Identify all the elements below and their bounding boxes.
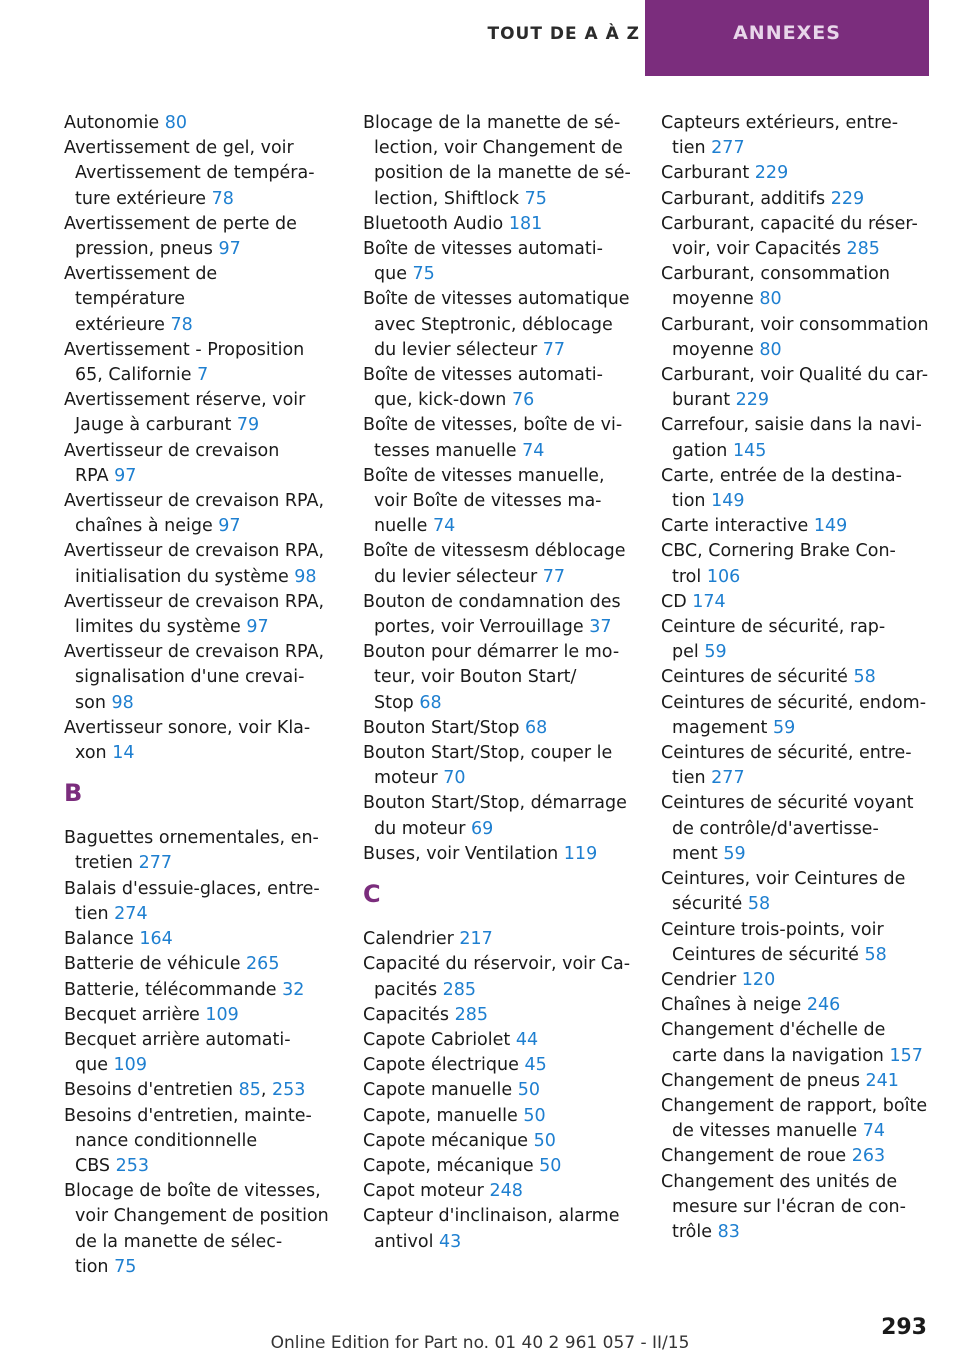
page-link[interactable]: 85 (238, 1080, 261, 1101)
index-entry (64, 716, 332, 766)
page-link[interactable]: 98 (294, 566, 317, 587)
page-link[interactable]: 277 (711, 768, 745, 789)
entry-term: Capote manuelle (363, 1080, 513, 1101)
entry-term: Autonomie (64, 113, 160, 133)
index-entry (661, 1094, 931, 1144)
index-entry (661, 590, 931, 615)
index-entry (363, 927, 631, 952)
index-entry (661, 363, 931, 413)
index-entry (661, 313, 931, 363)
index-column-3 (661, 111, 931, 1245)
index-entry (363, 1078, 631, 1103)
entry-term: Boîte de vitesses manuelle, voir Boîte de vitesses ma- nuelle (363, 465, 605, 537)
entry-term: CBC, Cornering Brake Con- trol (661, 541, 896, 587)
entry-term: Avertissement - Proposition 65, Californie (64, 339, 305, 386)
entry-term: Avertisseur de crevaison RPA, chaînes à neige (64, 491, 325, 537)
page-link[interactable]: 164 (139, 929, 173, 950)
entry-term: Carburant, consommation moyenne (661, 264, 890, 310)
page-link[interactable]: 50 (539, 1155, 562, 1176)
index-entry (661, 918, 931, 968)
page-link[interactable]: 253 (272, 1080, 306, 1101)
page-link[interactable]: 229 (830, 188, 865, 209)
entry-term: Bouton Start/Stop (363, 717, 520, 738)
index-entry (661, 968, 931, 993)
entry-term: Ceintures de sécurité, entre- tien (661, 743, 912, 789)
index-entry (64, 489, 332, 539)
entry-term: Carburant, additifs (661, 188, 826, 209)
entry-term: Capote Cabriolet (363, 1029, 511, 1050)
page-link[interactable]: 263 (851, 1146, 886, 1167)
page-number: 293 (881, 1315, 927, 1340)
page-link[interactable]: 75 (524, 188, 547, 209)
page-link[interactable]: 69 (471, 818, 494, 839)
entry-term: Capteurs extérieurs, entre- tien (661, 113, 899, 159)
entry-term: Boîte de vitesses automatique avec Steptronic, déblocage du levier sélecteur (363, 289, 630, 360)
entry-term: Carte interactive (661, 516, 809, 537)
entry-term: Cendrier (661, 969, 737, 990)
entry-term: Bouton de condamnation des portes, voir Verrouillage (363, 591, 621, 638)
section-title: TOUT DE A À Z (487, 24, 640, 44)
index-entry: Besoins d'entretien 85, 253 (64, 1080, 306, 1101)
entry-term: Bouton pour démarrer le mo- teur, voir Bouton Start/ Stop (363, 642, 620, 713)
entry-term: Carburant, voir consommation moyenne (661, 314, 929, 360)
page-link[interactable]: 277 (711, 138, 745, 159)
index-entry (363, 842, 631, 867)
entry-term: Buses, voir Ventilation (363, 843, 559, 864)
entry-term: Ceinture trois-points, voir Ceintures de sécurité (661, 919, 884, 965)
entry-term: Capteur d'inclinaison, alarme antivol (363, 1206, 620, 1252)
entry-term: Balance (64, 929, 134, 950)
page-link[interactable]: 174 (692, 591, 726, 612)
page-link[interactable]: 77 (542, 566, 566, 587)
entry-term: Carrefour, saisie dans la navi- gation (661, 415, 922, 461)
page-link[interactable]: 59 (723, 843, 746, 864)
page-link[interactable]: 58 (864, 944, 887, 965)
entry-term: Baguettes ornementales, en- tretien (64, 828, 319, 874)
index-entry (363, 212, 631, 237)
index-entry (64, 136, 332, 212)
index-entry (363, 464, 631, 540)
page-link[interactable]: 246 (806, 995, 841, 1016)
entry-term: Ceintures de sécurité voyant de contrôle/d'avertisse- ment (661, 793, 914, 864)
entry-term: CD (661, 591, 687, 612)
index-entry (661, 615, 931, 665)
entry-term: Changement d'échelle de carte dans la navigation (661, 1020, 886, 1066)
page-link[interactable]: 277 (138, 853, 173, 874)
index-entry (661, 262, 931, 312)
index-entry (363, 791, 631, 841)
index-entry (363, 1204, 631, 1254)
entry-term: Carburant (661, 163, 750, 184)
index-entry (64, 877, 332, 927)
page-link[interactable]: 75 (412, 264, 435, 285)
page-link[interactable]: 83 (717, 1221, 740, 1242)
page-link[interactable]: 80 (759, 289, 782, 310)
index-entry (64, 1179, 332, 1280)
index-entry (363, 363, 631, 413)
entry-term: Batterie, télécommande (64, 979, 277, 1000)
page-link[interactable]: 149 (813, 516, 848, 537)
page-link[interactable]: 157 (889, 1045, 923, 1066)
index-entry (661, 1170, 931, 1246)
index-entry (363, 640, 631, 716)
page-link[interactable]: 50 (523, 1105, 546, 1126)
page-link[interactable]: 109 (113, 1055, 147, 1076)
page-link[interactable]: 285 (454, 1004, 488, 1025)
index-entry (661, 514, 931, 539)
index-entry (363, 1028, 631, 1053)
index-entry (661, 187, 931, 212)
page-link[interactable]: 106 (706, 566, 741, 587)
index-entry (64, 590, 332, 640)
entry-term: Avertisseur de crevaison RPA, limites du système (64, 591, 325, 638)
index-entry (64, 927, 332, 952)
index-entry (661, 791, 931, 867)
index-entry (661, 161, 931, 186)
page-link[interactable]: 58 (853, 667, 876, 688)
page-link[interactable]: 77 (542, 339, 566, 360)
page-link[interactable]: 120 (741, 969, 776, 990)
page-link[interactable]: 75 (114, 1256, 137, 1277)
index-entry (64, 439, 332, 489)
index-entry (64, 539, 332, 589)
index-entry (661, 464, 931, 514)
entry-term: Boîte de vitessesm déblocage du levier sélecteur (363, 541, 626, 587)
entry-term: Batterie de véhicule (64, 954, 241, 975)
page-link[interactable]: 229 (754, 163, 789, 184)
index-entry (661, 1069, 931, 1094)
page-link[interactable]: 97 (246, 617, 269, 638)
index-entry (363, 539, 631, 589)
page-link[interactable]: 181 (508, 213, 543, 234)
entry-term: Besoins d'entretien (64, 1080, 234, 1101)
entry-term: Bouton Start/Stop, démarrage du moteur (363, 793, 627, 839)
entry-term: Chaînes à neige (661, 995, 802, 1016)
page-link[interactable]: 74 (862, 1121, 886, 1142)
entry-term: Carte, entrée de la destina- tion (661, 465, 902, 512)
index-entry (363, 287, 631, 363)
index-entry (363, 413, 631, 463)
page-link[interactable]: 44 (515, 1029, 539, 1050)
index-entry (661, 413, 931, 463)
index-entry (64, 826, 332, 876)
index-column-2 (363, 111, 631, 1255)
index-entry (64, 640, 332, 716)
index-entry (64, 1003, 332, 1028)
page-link[interactable]: 217 (459, 929, 493, 950)
page-link[interactable]: 265 (246, 954, 280, 975)
index-entry (363, 1129, 631, 1154)
entry-term: Ceintures de sécurité, endom- magement (661, 692, 927, 738)
page-link[interactable]: 80 (759, 339, 782, 360)
index-entry (363, 741, 631, 791)
page-link[interactable]: 80 (164, 113, 187, 133)
page-link[interactable]: 97 (114, 465, 137, 486)
page-link[interactable]: 76 (511, 390, 535, 411)
page-link[interactable]: 145 (732, 440, 767, 461)
page-link[interactable]: 253 (115, 1155, 150, 1176)
entry-term: Boîte de vitesses automati- que, kick-down (363, 365, 603, 411)
entry-term: Avertissement de température extérieure (64, 264, 218, 335)
entry-term: Avertissement de perte de pression, pneus (64, 213, 297, 260)
chapter-tab[interactable] (645, 0, 929, 76)
entry-term: Ceintures de sécurité (661, 667, 848, 688)
page-link[interactable]: 241 (865, 1070, 899, 1091)
index-entry (363, 1104, 631, 1129)
index-entry (64, 212, 332, 262)
page-link[interactable]: 58 (747, 894, 771, 915)
entry-term: Calendrier (363, 929, 454, 950)
entry-term: Becquet arrière automati- que (64, 1029, 291, 1076)
index-entry (661, 1144, 931, 1169)
index-entry (661, 691, 931, 741)
index-entry (661, 741, 931, 791)
entry-term: Avertissement de gel, voir Avertissement de tempéra- ture extérieure (64, 138, 315, 209)
entry-term: Avertisseur de crevaison RPA, initialisation du système (64, 541, 325, 587)
entry-term: Capote, mécanique (363, 1155, 534, 1176)
page-link[interactable]: 50 (533, 1130, 556, 1151)
index-entry (363, 1179, 631, 1204)
page-link[interactable]: 285 (442, 979, 477, 1000)
entry-term: Avertissement réserve, voir Jauge à carburant (64, 390, 306, 436)
page-link[interactable]: 274 (114, 903, 148, 924)
page-link[interactable]: 248 (489, 1181, 523, 1202)
page-link[interactable]: 149 (711, 491, 745, 512)
entry-term: Ceinture de sécurité, rap- pel (661, 617, 886, 663)
page-link[interactable]: 229 (735, 390, 770, 411)
index-entry (661, 111, 931, 161)
page-link[interactable]: 43 (439, 1231, 462, 1252)
index-letter-heading: C (363, 880, 381, 909)
entry-term: Capacités (363, 1004, 450, 1025)
index-entry (64, 338, 332, 388)
index-entry (661, 1018, 931, 1068)
entry-term: Capote, manuelle (363, 1105, 518, 1126)
index-entry (661, 665, 931, 690)
entry-term: Changement de roue (661, 1146, 847, 1167)
entry-term: Capacité du réservoir, voir Ca- pacités (363, 954, 631, 1000)
index-entry (64, 952, 332, 977)
page-link[interactable]: 50 (517, 1080, 541, 1101)
page-link[interactable]: 119 (563, 843, 598, 864)
index-entry (64, 978, 332, 1003)
entry-term: Boîte de vitesses automati- que (363, 239, 603, 285)
entry-term: Carburant, voir Qualité du car- burant (661, 365, 929, 411)
page-link[interactable]: 14 (112, 743, 135, 764)
entry-term: Bouton Start/Stop, couper le moteur (363, 743, 613, 789)
entry-term: Blocage de boîte de vitesses, voir Changement de position de la manette de sélec- tion (64, 1181, 329, 1277)
page-link[interactable]: 68 (419, 692, 442, 713)
entry-term: Capote électrique (363, 1055, 519, 1076)
index-entry (661, 993, 931, 1018)
running-header-section (480, 0, 640, 76)
page-link[interactable]: 97 (218, 516, 241, 537)
index-entry (64, 111, 332, 136)
index-entry (363, 1003, 631, 1028)
entry-term: Changement de rapport, boîte de vitesses manuelle (661, 1095, 928, 1142)
index-entry (363, 716, 631, 741)
page-link[interactable]: 59 (704, 642, 727, 663)
index-entry (64, 1028, 332, 1078)
entry-term: Capote mécanique (363, 1130, 529, 1151)
entry-term: Blocage de la manette de sé- lection, voir Changement de position de la manette de sé- lection, Shiftlock (363, 113, 631, 209)
page-link[interactable]: 68 (525, 717, 548, 738)
index-column-1 (64, 111, 332, 1280)
entry-term: Boîte de vitesses, boîte de vi- tesses manuelle (363, 415, 623, 461)
page-link[interactable]: 74 (522, 440, 545, 461)
page-link[interactable]: 97 (218, 239, 241, 260)
entry-term: Capot moteur (363, 1181, 484, 1202)
entry-term: Avertisseur de crevaison RPA (64, 440, 280, 486)
chapter-title: ANNEXES (733, 22, 841, 44)
page-link[interactable]: 98 (111, 692, 134, 713)
page-link[interactable]: 70 (443, 768, 466, 789)
index-entry (64, 388, 332, 438)
index-entry (363, 1154, 631, 1179)
entry-term: Besoins d'entretien, mainte- nance conditionnelle CBS (64, 1105, 312, 1176)
index-letter-heading: B (64, 779, 83, 808)
index-entry (661, 212, 931, 262)
index-entry (363, 111, 631, 212)
entry-term: Changement des unités de mesure sur l'écran de con- trôle (661, 1171, 906, 1242)
page-link[interactable]: 285 (846, 239, 880, 260)
entry-term: Changement de pneus (661, 1070, 860, 1091)
page-link[interactable]: 79 (236, 415, 260, 436)
index-entry (363, 1053, 631, 1078)
page-link[interactable]: 7 (197, 365, 209, 386)
entry-term: Avertisseur de crevaison RPA, signalisation d'une crevai- son (64, 642, 325, 713)
footer-edition: Online Edition for Part no. 01 40 2 961 057 - II/15 (270, 1333, 690, 1353)
page-link[interactable]: 59 (773, 717, 796, 738)
page-link[interactable]: 78 (170, 314, 193, 335)
entry-term: Ceintures, voir Ceintures de sécurité (661, 869, 906, 915)
entry-term: Becquet arrière (64, 1004, 200, 1025)
index-entry (64, 262, 332, 338)
page-link[interactable]: 109 (205, 1004, 239, 1025)
entry-term: Avertisseur sonore, voir Kla- xon (64, 717, 311, 764)
entry-term: Balais d'essuie-glaces, entre- tien (64, 878, 320, 924)
page-link[interactable]: 45 (524, 1055, 547, 1076)
page-link[interactable]: 74 (433, 516, 456, 537)
index-entry (661, 539, 931, 589)
index-entry (363, 237, 631, 287)
index-entry (363, 952, 631, 1002)
entry-term: Carburant, capacité du réser- voir, voir Capacités (661, 213, 918, 260)
page-link[interactable]: 32 (282, 979, 305, 1000)
entry-term: Bluetooth Audio (363, 213, 504, 234)
index-entry (363, 590, 631, 640)
page-link[interactable]: 78 (211, 188, 234, 209)
index-entry (661, 867, 931, 917)
index-entry (64, 1104, 332, 1180)
page-link[interactable]: 37 (589, 617, 612, 638)
